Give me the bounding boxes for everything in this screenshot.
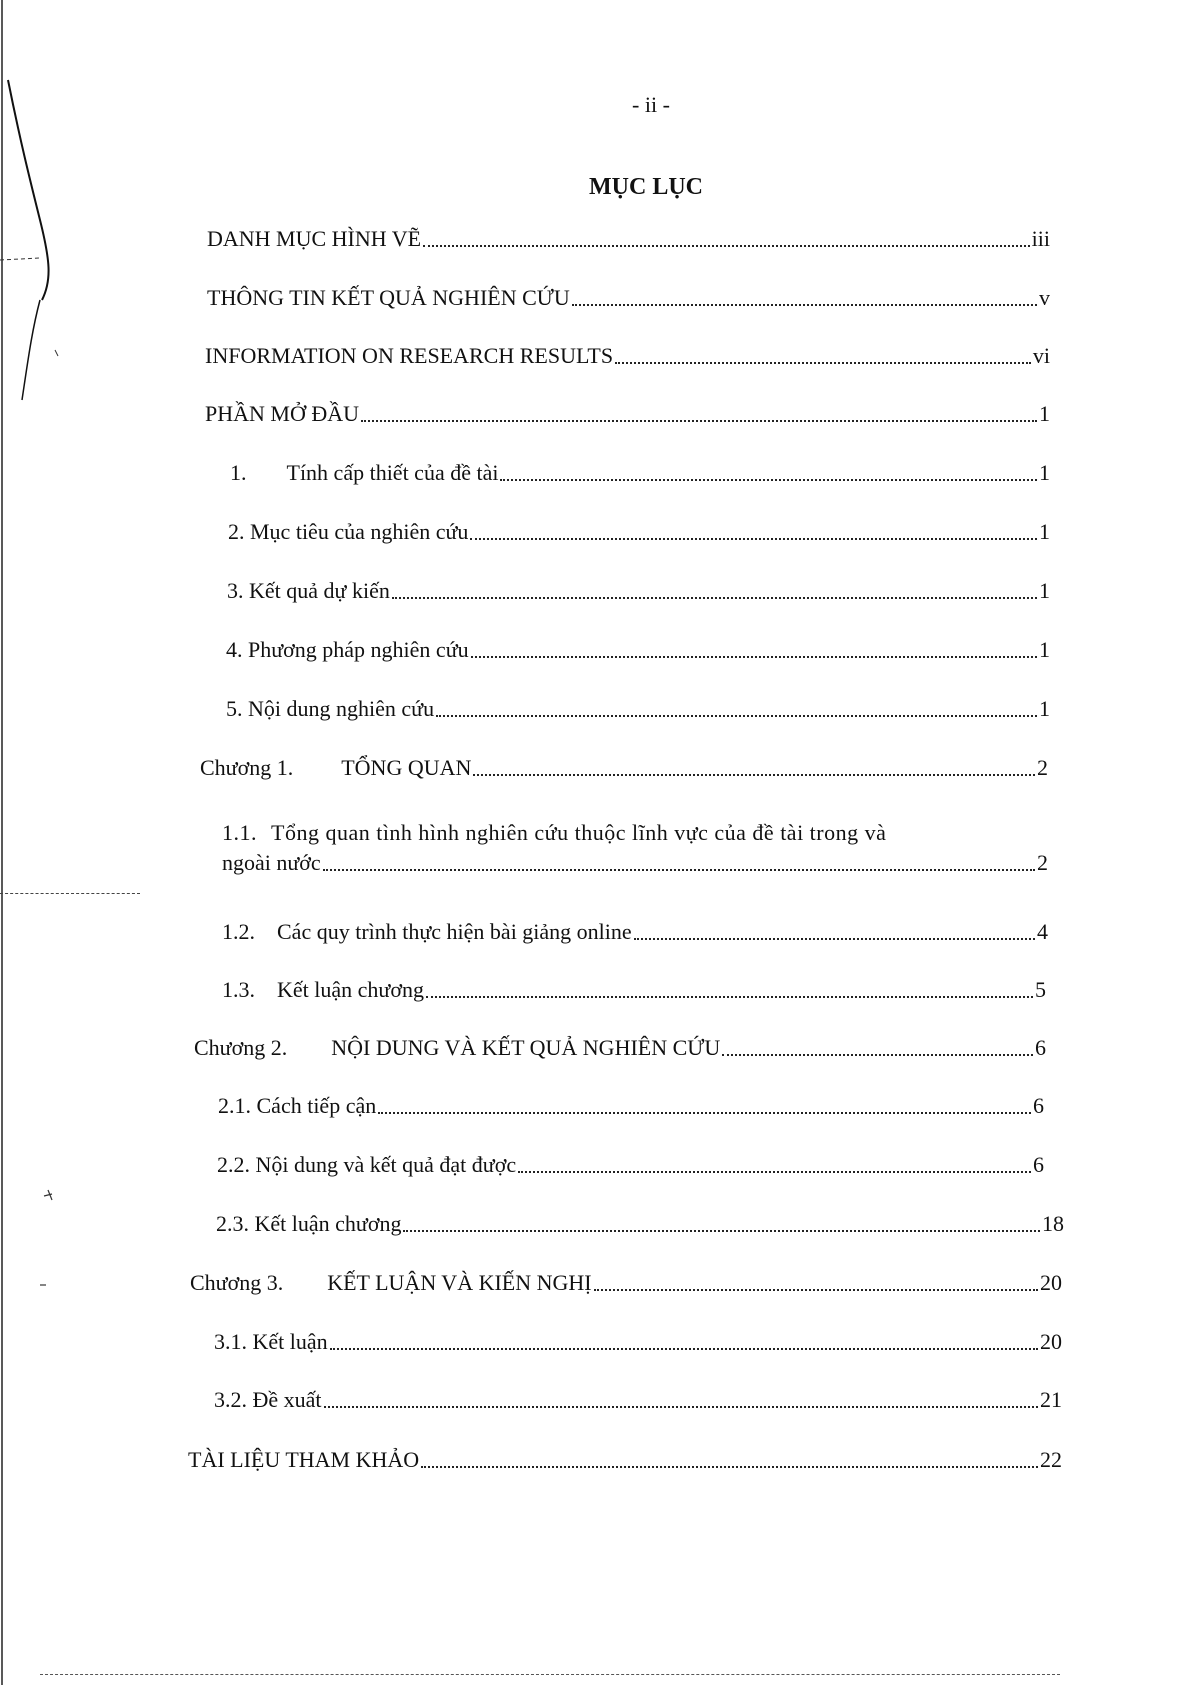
toc-entry[interactable]	[228, 519, 1050, 545]
toc-entry-label: 3.1. Kết luận	[214, 1329, 328, 1354]
toc-entry[interactable]	[200, 755, 1048, 781]
toc-entry-page: 1	[1039, 696, 1050, 721]
toc-entry-page: 1	[1039, 401, 1050, 426]
toc-entry-label: 5. Nội dung nghiên cứu	[226, 696, 435, 721]
toc-entry-label: DANH MỤC HÌNH VẼ	[207, 226, 422, 251]
toc-entry-label: 2.3. Kết luận chương	[216, 1211, 402, 1236]
toc-entry[interactable]	[205, 343, 1050, 369]
toc-entry-number: 1.	[230, 460, 247, 485]
toc-leader-dots	[330, 1348, 1038, 1350]
toc-entry[interactable]	[207, 285, 1050, 311]
toc-entry-label: 3.2. Đề xuất	[214, 1387, 322, 1412]
toc-entry-page: 1	[1039, 637, 1050, 662]
toc-entry[interactable]	[217, 1152, 1044, 1178]
toc-entry-label: TỔNG QUAN	[341, 755, 472, 780]
toc-entry-label: KẾT LUẬN VÀ KIẾN NGHỊ	[327, 1270, 592, 1295]
toc-entry-line2	[222, 850, 1048, 876]
toc-entry-number: 1.1.	[222, 820, 257, 845]
toc-entry-page: 20	[1040, 1270, 1062, 1295]
toc-leader-dots	[615, 362, 1031, 364]
toc-leader-dots	[324, 1406, 1038, 1408]
toc-entry[interactable]	[190, 1270, 1062, 1296]
scan-artifact-line	[40, 1674, 1060, 1675]
toc-entry-label: Các quy trình thực hiện bài giảng online	[277, 919, 632, 944]
toc-entry-line1	[222, 820, 1048, 846]
page-number: - ii -	[632, 92, 670, 117]
toc-entry[interactable]	[226, 637, 1050, 663]
toc-entry-label: PHẦN MỞ ĐẦU	[205, 401, 360, 426]
toc-entry-page: 5	[1035, 977, 1046, 1002]
toc-entry[interactable]	[214, 1329, 1062, 1355]
toc-entry-number: 1.3.	[222, 977, 255, 1002]
toc-leader-dots	[423, 245, 1030, 247]
toc-entry[interactable]	[207, 226, 1050, 252]
toc-title: MỤC LỤC	[589, 174, 703, 200]
toc-entry-number: Chương 2.	[194, 1035, 288, 1060]
toc-entry-label: INFORMATION ON RESEARCH RESULTS	[205, 343, 614, 368]
toc-entry[interactable]	[214, 1387, 1062, 1413]
toc-leader-dots	[634, 938, 1035, 940]
toc-leader-dots	[421, 1466, 1038, 1468]
toc-entry-page: 20	[1040, 1329, 1062, 1354]
toc-entry-label: THÔNG TIN KẾT QUẢ NGHIÊN CỨU	[207, 285, 570, 310]
toc-leader-dots	[500, 479, 1037, 481]
toc-entry-page: 22	[1040, 1447, 1062, 1472]
toc-entry-number: Chương 1.	[200, 755, 294, 780]
toc-leader-dots	[361, 420, 1037, 422]
toc-entry-label: Tính cấp thiết của đề tài	[286, 460, 499, 485]
toc-entry[interactable]	[230, 460, 1050, 486]
toc-entry-label: 4. Phương pháp nghiên cứu	[226, 637, 469, 662]
toc-leader-dots	[436, 715, 1037, 717]
toc-entry-page: iii	[1031, 226, 1050, 251]
toc-entry-label: Kết luận chương	[277, 977, 424, 1002]
toc-entry-page: 1	[1039, 578, 1050, 603]
toc-entry-label: TÀI LIỆU THAM KHẢO	[188, 1447, 420, 1472]
toc-entry-heading	[222, 820, 886, 846]
toc-entry[interactable]	[222, 977, 1046, 1003]
toc-entry-page: 1	[1039, 460, 1050, 485]
toc-entry-page: 4	[1037, 919, 1048, 944]
toc-entry-page: 2	[1037, 850, 1048, 875]
toc-entry[interactable]	[222, 820, 1048, 876]
toc-leader-dots	[378, 1112, 1031, 1114]
toc-entry-page: 6	[1033, 1152, 1044, 1177]
toc-entry[interactable]	[194, 1035, 1046, 1061]
toc-leader-dots	[323, 869, 1035, 871]
toc-leader-dots	[426, 996, 1033, 998]
toc-leader-dots	[473, 774, 1035, 776]
toc-entry[interactable]	[218, 1093, 1044, 1119]
toc-leader-dots	[518, 1171, 1031, 1173]
toc-leader-dots	[392, 597, 1037, 599]
toc-leader-dots	[594, 1289, 1038, 1291]
toc-entry-page: vi	[1032, 343, 1050, 368]
toc-entry-number: 1.2.	[222, 919, 255, 944]
toc-leader-dots	[471, 656, 1037, 658]
toc-entry-label: 2.2. Nội dung và kết quả đạt được	[217, 1152, 517, 1177]
toc-entry-label: NỘI DUNG VÀ KẾT QUẢ NGHIÊN CỨU	[331, 1035, 721, 1060]
toc-leader-dots	[470, 538, 1037, 540]
toc-entry[interactable]	[205, 401, 1050, 427]
toc-leader-dots	[403, 1230, 1040, 1232]
toc-entry-page: 2	[1037, 755, 1048, 780]
toc-entry-page: 21	[1040, 1387, 1062, 1412]
toc-entry-label: 3. Kết quả dự kiến	[227, 578, 390, 603]
toc-entry[interactable]	[222, 919, 1048, 945]
toc-entry-page: 1	[1039, 519, 1050, 544]
toc-entry[interactable]	[216, 1211, 1064, 1237]
toc-entry-page: 6	[1033, 1093, 1044, 1118]
toc-entry-page: 18	[1042, 1211, 1064, 1236]
toc-entry-page: 6	[1035, 1035, 1046, 1060]
toc-leader-dots	[572, 304, 1037, 306]
toc-entry[interactable]	[188, 1447, 1062, 1473]
toc-entry[interactable]	[226, 696, 1050, 722]
toc-entry-label-line2: ngoài nước	[222, 850, 321, 875]
toc-entry-label-line1: Tổng quan tình hình nghiên cứu thuộc lĩnh vực của đề tài trong và	[271, 820, 887, 845]
toc-entry-label: 2. Mục tiêu của nghiên cứu	[228, 519, 469, 544]
toc-entry[interactable]	[227, 578, 1050, 604]
toc-entry-label: 2.1. Cách tiếp cận	[218, 1093, 377, 1118]
toc-entry-page: v	[1039, 285, 1050, 310]
toc-entry-number: Chương 3.	[190, 1270, 284, 1295]
toc-leader-dots	[722, 1054, 1033, 1056]
